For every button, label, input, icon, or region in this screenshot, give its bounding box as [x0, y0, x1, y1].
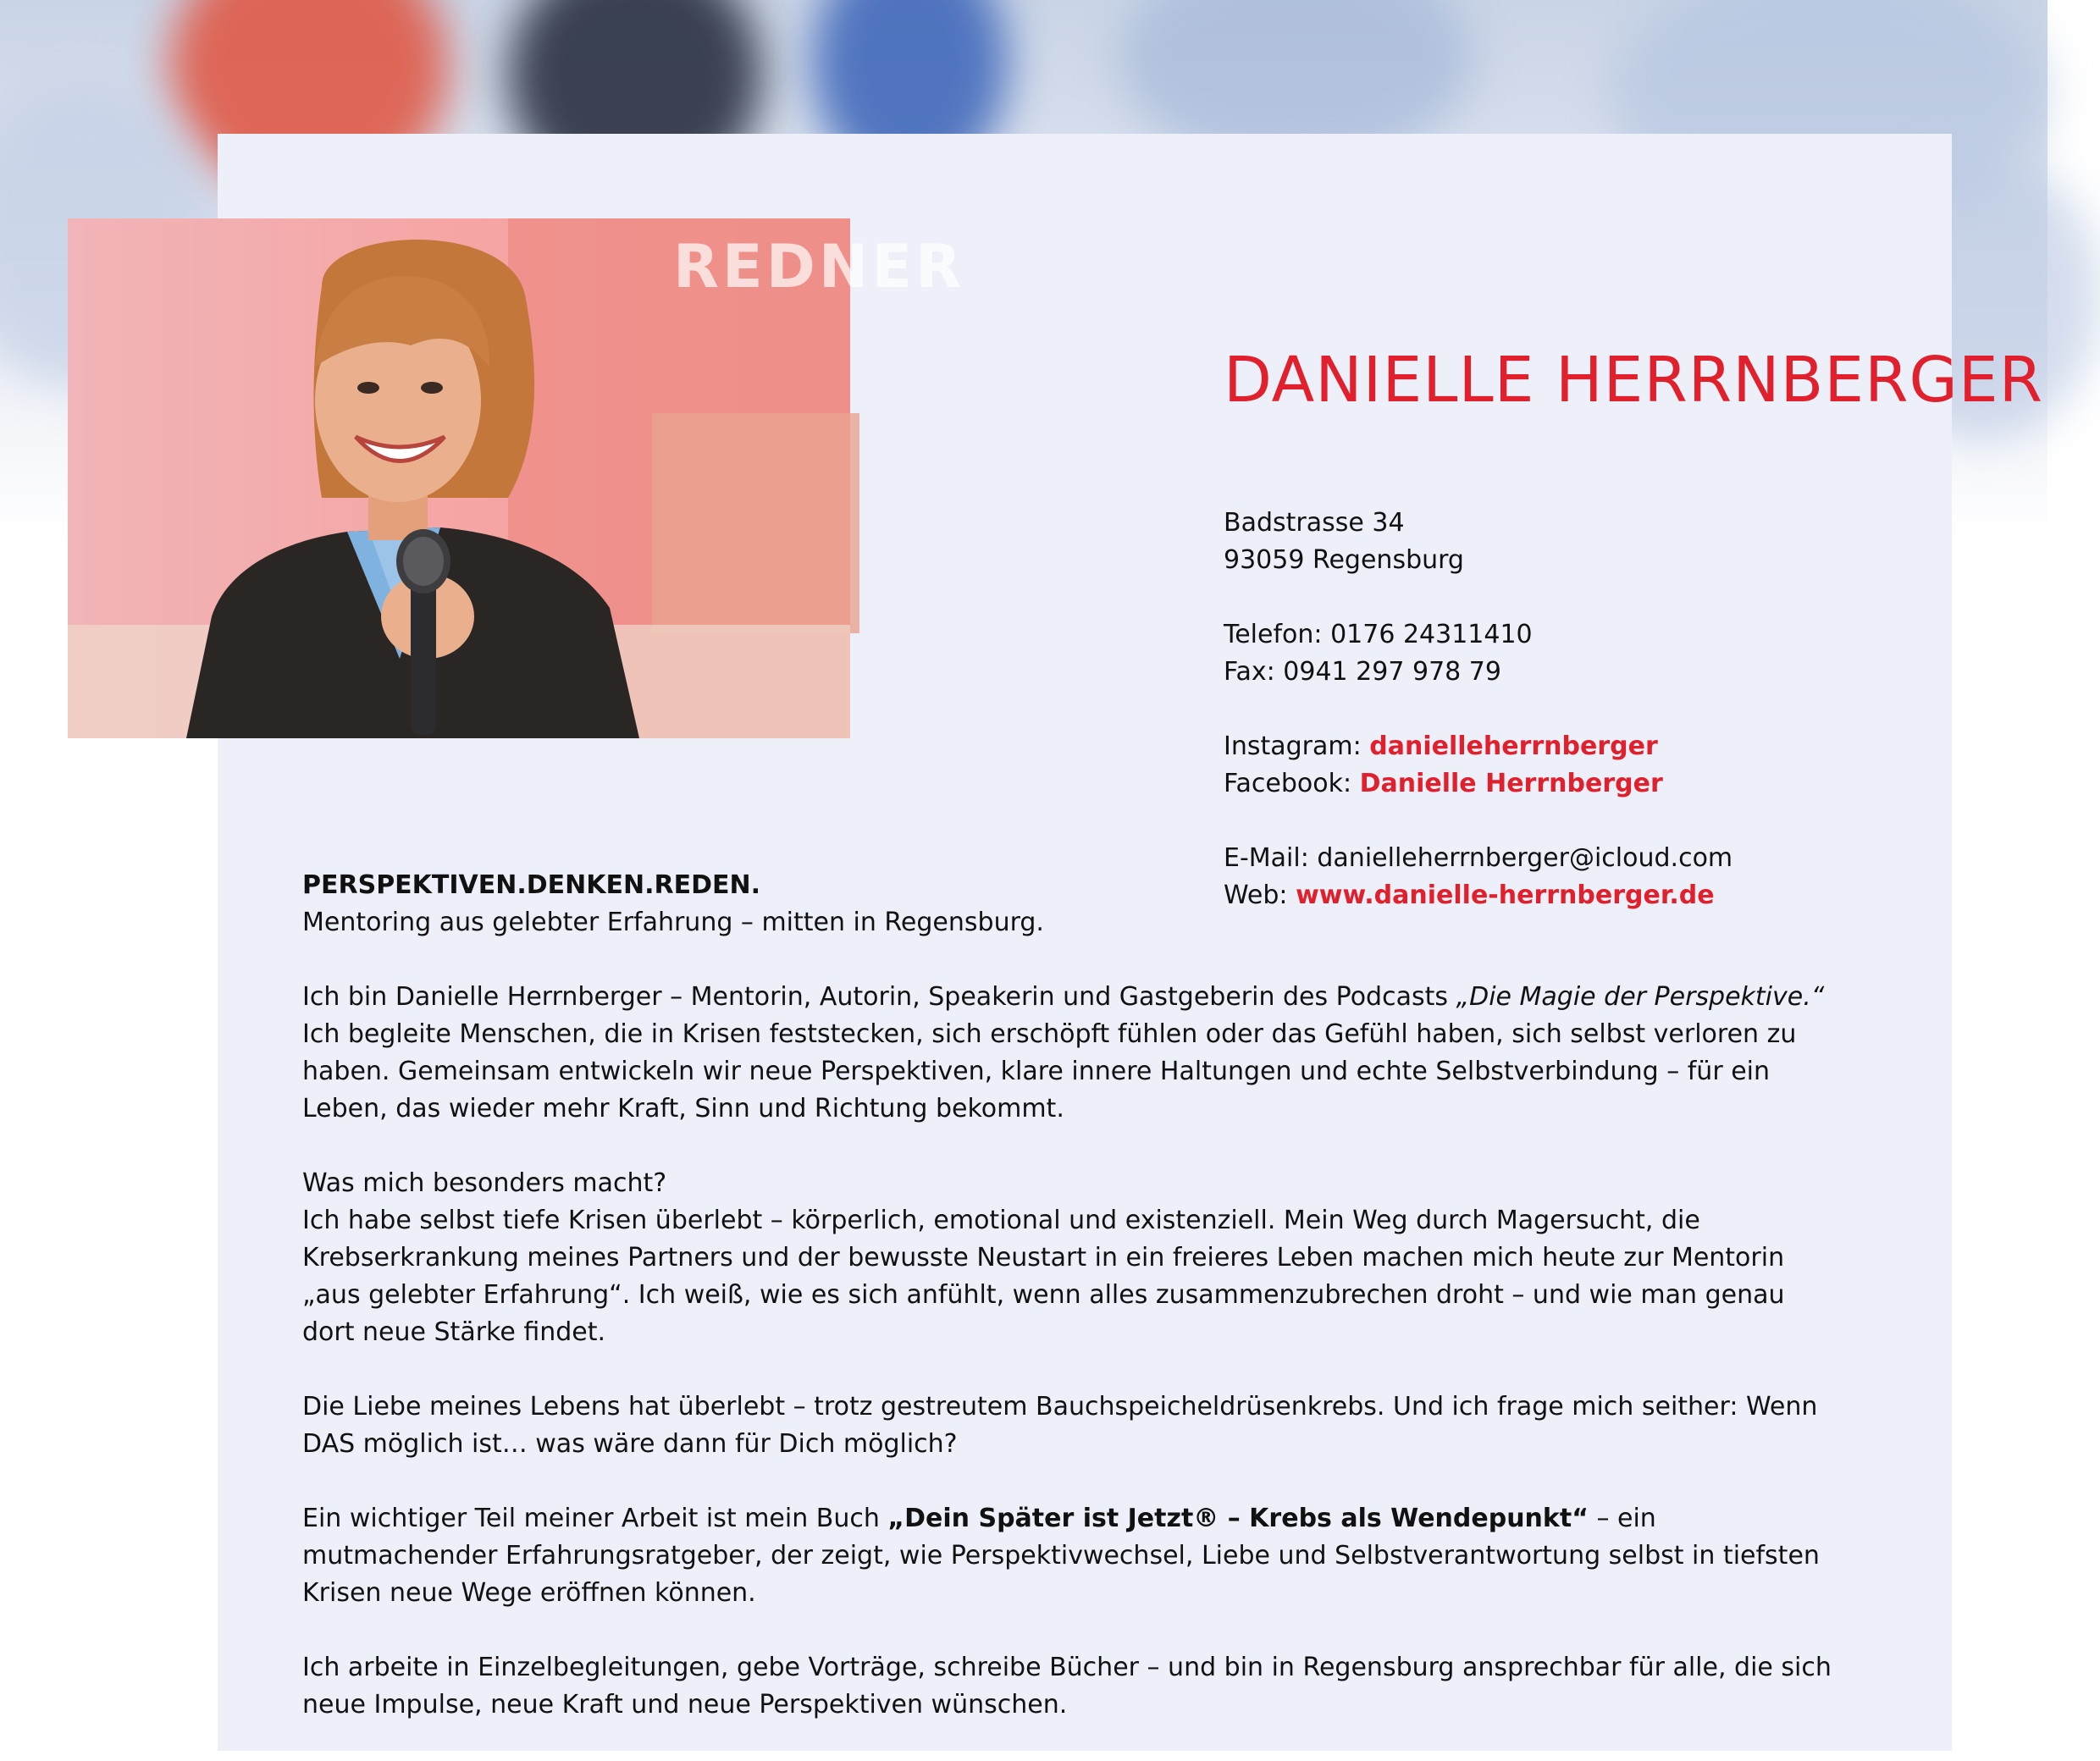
website-link[interactable]: www.danielle-herrnberger.de: [1296, 880, 1715, 910]
email-value: danielleherrnberger@icloud.com: [1317, 843, 1733, 873]
facebook-label: Facebook:: [1224, 769, 1360, 798]
bio-question: Was mich besonders macht?: [302, 1168, 667, 1198]
facebook-line: [1224, 765, 1732, 803]
fax-label: Fax:: [1224, 657, 1284, 687]
profile-photo: [68, 218, 965, 738]
profile-name: DANIELLE HERRNBERGER: [1224, 344, 2044, 417]
facebook-link[interactable]: Danielle Herrnberger: [1359, 769, 1663, 798]
contact-block: [1224, 505, 1732, 914]
bio-intro: [302, 867, 1843, 941]
speaker-with-microphone-illustration: [68, 218, 850, 738]
bio-tagline: Mentoring aus gelebter Erfahrung – mitten in Regensburg.: [302, 908, 1044, 937]
book-title: „Dein Später ist Jetzt® – Krebs als Wendepunkt“: [887, 1504, 1589, 1533]
phone-value: 0176 24311410: [1330, 620, 1533, 649]
phone-label: Telefon:: [1224, 620, 1331, 649]
bio-paragraph-2: Was mich besonders macht? Ich habe selbst tiefe Krisen überlebt – körperlich, emotional und existenziell. Mein Weg durch Magersucht, die Krebserkrankung meines Partners und der bewusste Neustart in ein freieres Leben machen mich heute zur Mentorin „aus gelebter Erfahrung“. Ich weiß, wie es sich anfühlt, wenn alles zusammenzubrechen droht – und wie man genau dort neue Stärke findet.: [302, 1168, 1785, 1347]
fax-value: 0941 297 978 79: [1283, 657, 1501, 687]
bio-headline: PERSPEKTIVEN.DENKEN.REDEN.: [302, 870, 760, 900]
bio-paragraph-4: Ein wichtiger Teil meiner Arbeit ist mein Buch „Dein Später ist Jetzt® – Krebs als Wendepunkt“ – ein mutmachender Erfahrungsratgeber, der zeigt, wie Perspektivwechsel, Liebe und Selbstverantwortung selbst in tiefsten Krisen neue Wege eröffnen können.: [302, 1504, 1820, 1608]
bio-paragraph-1: Ich bin Danielle Herrnberger – Mentorin, Autorin, Speakerin und Gastgeberin des Podcasts „Die Magie der Perspektive.“ Ich begleite Menschen, die in Krisen feststecken, sich erschöpft fühlen oder das Gefühl haben, sich selbst verloren zu haben. Gemeinsam entwickeln wir neue Perspektiven, klare innere Haltungen und echte Selbstverbindung – für ein Leben, das wieder mehr Kraft, Sinn und Richtung bekommt.: [302, 982, 1825, 1123]
fax-line: [1224, 654, 1732, 691]
instagram-label: Instagram:: [1224, 731, 1370, 761]
instagram-link[interactable]: danielleherrnberger: [1369, 731, 1658, 761]
instagram-line: [1224, 728, 1732, 765]
podcast-title: „Die Magie der Perspektive.“: [1456, 982, 1825, 1012]
web-label: Web:: [1224, 880, 1296, 910]
bio-section: [302, 867, 1843, 1761]
address-street: Badstrasse 34: [1224, 508, 1405, 538]
photo-backdrop-text: REDNER: [673, 232, 965, 301]
bio-paragraph-3: Die Liebe meines Lebens hat überlebt – trotz gestreutem Bauchspeicheldrüsenkrebs. Und ich frage mich seither: Wenn DAS möglich ist… was wäre dann für Dich möglich?: [302, 1392, 1818, 1459]
phone-line: [1224, 616, 1732, 654]
address-city: 93059 Regensburg: [1224, 545, 1464, 575]
email-label: E-Mail:: [1224, 843, 1318, 873]
bio-paragraph-5: Ich arbeite in Einzelbegleitungen, gebe Vorträge, schreibe Bücher – und bin in Regensburg ansprechbar für alle, die sich neue Impulse, neue Kraft und neue Perspektiven wünschen.: [302, 1653, 1832, 1720]
